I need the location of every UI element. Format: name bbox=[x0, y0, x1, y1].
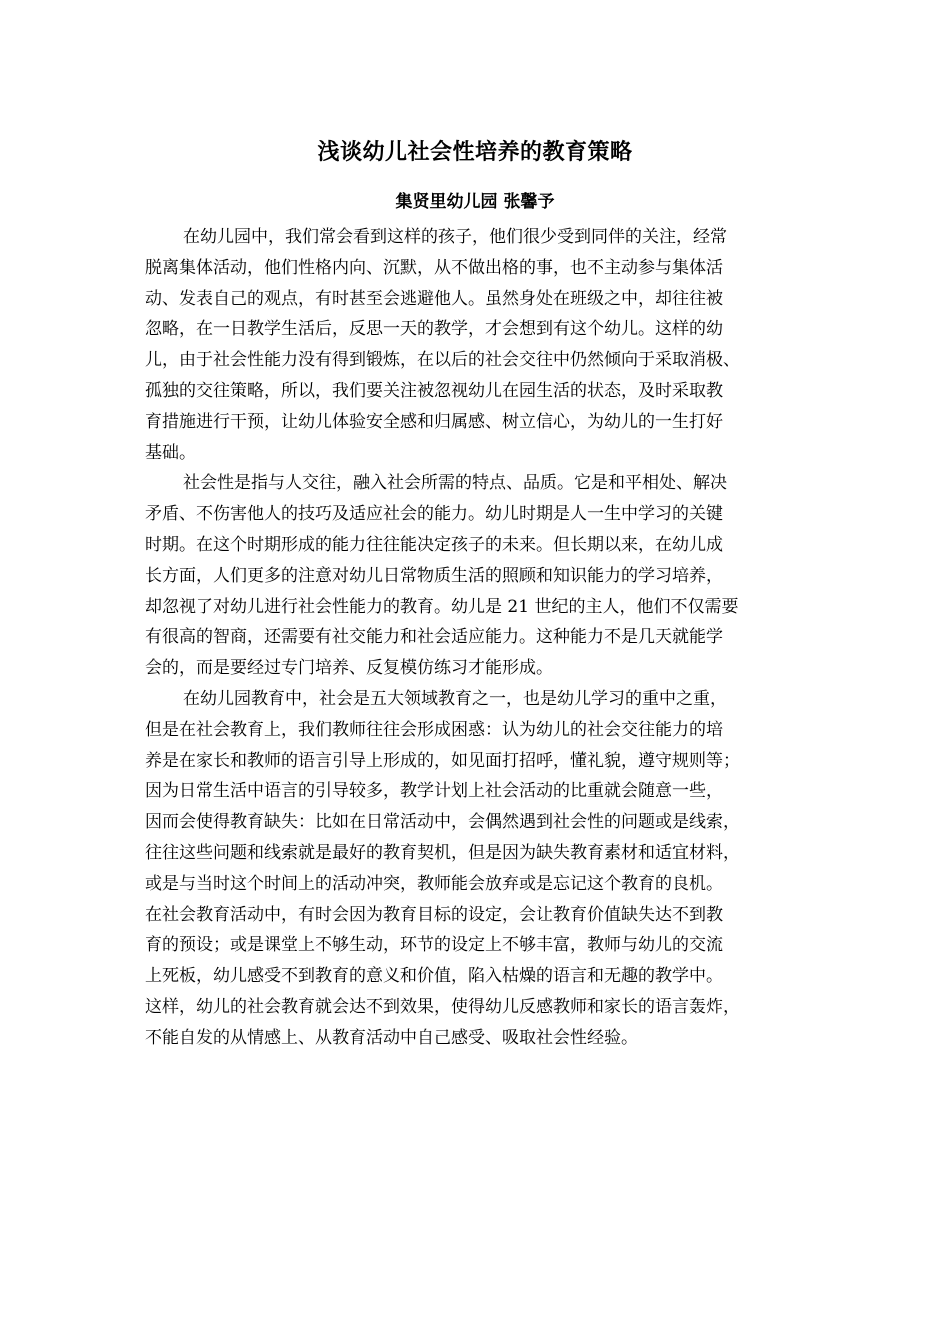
text-line: 孤独的交往策略，所以，我们要关注被忽视幼儿在园生活的状态，及时采取教 bbox=[145, 380, 723, 401]
text-line: 矛盾、不伤害他人的技巧及适应社会的能力。幼儿时期是人一生中学习的关键 bbox=[145, 504, 723, 525]
text-line: 在社会教育活动中，有时会因为教育目标的设定，会让教育价值缺失达不到教 bbox=[145, 904, 723, 925]
text-line: 育措施进行干预，让幼儿体验安全感和归属感、树立信心，为幼儿的一生打好 bbox=[145, 411, 723, 432]
text-line: 却忽视了对幼儿进行社会性能力的教育。幼儿是 21 世纪的主人，他们不仅需要 bbox=[145, 596, 739, 617]
text-line: 或是与当时这个时间上的活动冲突，教师能会放弃或是忘记这个教育的良机。 bbox=[145, 873, 723, 894]
text-line: 基础。 bbox=[145, 442, 196, 463]
document-author: 集贤里幼儿园 张馨予 bbox=[395, 192, 555, 212]
text-line: 往往这些问题和线索就是最好的教育契机，但是因为缺失教育素材和适宜材料， bbox=[145, 842, 740, 863]
paragraph-3 bbox=[145, 684, 825, 1054]
document-body bbox=[145, 222, 825, 1054]
text-line: 上死板，幼儿感受不到教育的意义和价值，陷入枯燥的语言和无趣的教学中。 bbox=[145, 966, 723, 987]
text-line: 儿，由于社会性能力没有得到锻炼，在以后的社会交往中仍然倾向于采取消极、 bbox=[145, 350, 740, 371]
text-line: 因而会使得教育缺失：比如在日常活动中，会偶然遇到社会性的问题或是线索， bbox=[145, 812, 740, 833]
text-line: 时期。在这个时期形成的能力往往能决定孩子的未来。但长期以来，在幼儿成 bbox=[145, 534, 723, 555]
text-line: 有很高的智商，还需要有社交能力和社会适应能力。这种能力不是几天就能学 bbox=[145, 627, 723, 648]
text-line: 育的预设；或是课堂上不够生动，环节的设定上不够丰富，教师与幼儿的交流 bbox=[145, 935, 723, 956]
text-line: 社会性是指与人交往，融入社会所需的特点、品质。它是和平相处、解决 bbox=[183, 473, 727, 494]
text-line: 但是在社会教育上，我们教师往往会形成困惑：认为幼儿的社会交往能力的培 bbox=[145, 719, 723, 740]
text-line: 动、发表自己的观点，有时甚至会逃避他人。虽然身处在班级之中，却往往被 bbox=[145, 288, 723, 309]
text-line: 因为日常生活中语言的引导较多，教学计划上社会活动的比重就会随意一些， bbox=[145, 781, 723, 802]
text-line: 养是在家长和教师的语言引导上形成的，如见面打招呼，懂礼貌，遵守规则等； bbox=[145, 750, 740, 771]
text-line: 长方面，人们更多的注意对幼儿日常物质生活的照顾和知识能力的学习培养， bbox=[145, 565, 723, 586]
document-title: 浅谈幼儿社会性培养的教育策略 bbox=[317, 140, 633, 165]
text-line: 这样，幼儿的社会教育就会达不到效果，使得幼儿反感教师和家长的语言轰炸， bbox=[145, 996, 740, 1017]
text-line: 会的，而是要经过专门培养、反复模仿练习才能形成。 bbox=[145, 658, 553, 679]
paragraph-2 bbox=[145, 468, 825, 684]
text-line: 在幼儿园教育中，社会是五大领域教育之一，也是幼儿学习的重中之重， bbox=[183, 688, 727, 709]
text-line: 脱离集体活动，他们性格内向、沉默，从不做出格的事，也不主动参与集体活 bbox=[145, 257, 723, 278]
text-line: 在幼儿园中，我们常会看到这样的孩子，他们很少受到同伴的关注，经常 bbox=[183, 227, 727, 247]
text-line: 不能自发的从情感上、从教育活动中自己感受、吸取社会性经验。 bbox=[145, 1027, 638, 1048]
paragraph-1 bbox=[145, 222, 825, 468]
text-line: 忽略，在一日教学生活后，反思一天的教学，才会想到有这个幼儿。这样的幼 bbox=[145, 319, 723, 340]
